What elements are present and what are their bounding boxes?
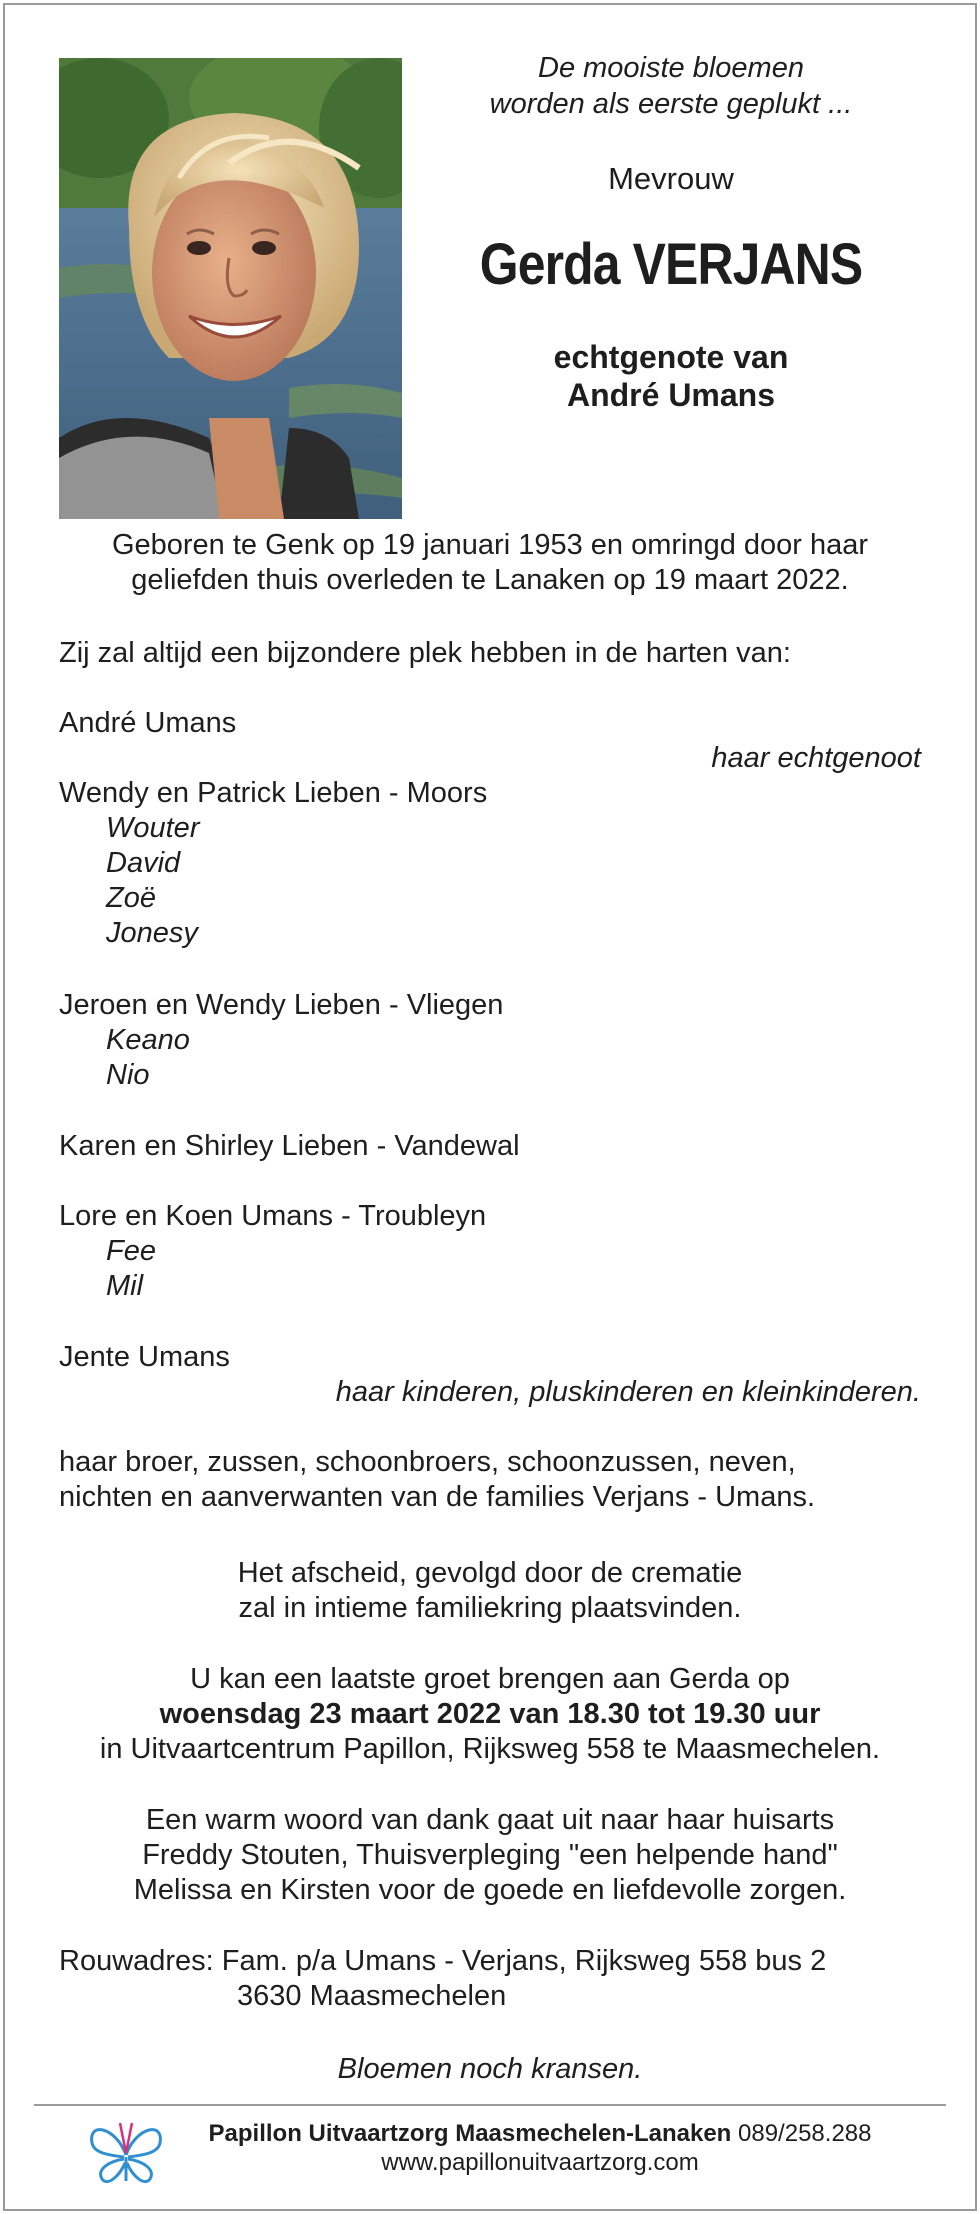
grandchild-name: Mil xyxy=(106,1270,144,1302)
spouse-line-1: echtgenote van xyxy=(553,339,789,375)
visit-location: in Uitvaartcentrum Papillon, Rijksweg 558 te Maasmechelen. xyxy=(99,1733,881,1765)
motto-line-2: worden als eerste geplukt ... xyxy=(489,88,853,120)
children-role: haar kinderen, pluskinderen en kleinkinderen. xyxy=(335,1376,921,1408)
visit-line-1: U kan een laatste groet brengen aan Gerda op xyxy=(190,1663,790,1695)
salutation: Mevrouw xyxy=(608,161,734,196)
butterfly-icon xyxy=(86,2117,166,2187)
grandchild-name: Jonesy xyxy=(106,917,198,949)
grandchild-name: Zoë xyxy=(106,882,156,914)
flowers-note: Bloemen noch kransen. xyxy=(337,2053,643,2085)
spouse-line-2: André Umans xyxy=(566,377,776,413)
birth-death-line-1: Geboren te Genk op 19 januari 1953 en omringd door haar xyxy=(111,529,869,561)
husband-role: haar echtgenoot xyxy=(711,742,921,774)
thanks-line-2: Freddy Stouten, Thuisverpleging "een helpende hand" xyxy=(142,1839,838,1871)
motto xyxy=(430,50,912,122)
motto-line-1: De mooiste bloemen xyxy=(538,52,804,84)
thanks-line-1: Een warm woord van dank gaat uit naar haar huisarts xyxy=(145,1804,835,1836)
visit-date-time: woensdag 23 maart 2022 van 18.30 tot 19.30 uur xyxy=(159,1698,821,1730)
family-group-4: Lore en Koen Umans - Troubleyn xyxy=(59,1200,487,1232)
birth-death-line-2: geliefden thuis overleden te Lanaken op 19 maart 2022. xyxy=(131,564,849,596)
portrait-photo xyxy=(59,58,402,519)
family-group-1: Wendy en Patrick Lieben - Moors xyxy=(59,777,488,809)
company-website[interactable]: www.papillonuitvaartzorg.com xyxy=(381,2149,699,2176)
grandchild-name: Nio xyxy=(106,1059,150,1091)
grandchild-name: Keano xyxy=(106,1024,190,1056)
grandchild-name: Wouter xyxy=(106,812,200,844)
family-group-2: Jeroen en Wendy Lieben - Vliegen xyxy=(59,989,504,1021)
farewell-line-2: zal in intieme familiekring plaatsvinden. xyxy=(238,1592,742,1624)
family-group-3: Karen en Shirley Lieben - Vandewal xyxy=(59,1130,520,1162)
family-group-5: Jente Umans xyxy=(59,1341,230,1373)
husband-name: André Umans xyxy=(59,707,237,739)
company-phone[interactable]: 089/258.288 xyxy=(738,2120,872,2147)
footer-company-line xyxy=(180,2119,900,2149)
grandchild-name: Fee xyxy=(106,1235,156,1267)
intro-text: Zij zal altijd een bijzondere plek hebben in de harten van: xyxy=(59,637,791,669)
deceased-name: Gerda VERJANS xyxy=(479,232,863,297)
relatives-line-1: haar broer, zussen, schoonbroers, schoonzussen, neven, xyxy=(59,1446,796,1478)
address-line-2: 3630 Maasmechelen xyxy=(237,1980,507,2012)
footer-divider xyxy=(34,2104,946,2106)
spouse-line xyxy=(430,338,912,414)
grandchild-name: David xyxy=(106,847,181,879)
relatives-line-2: nichten en aanverwanten van de families Verjans - Umans. xyxy=(59,1481,816,1513)
thanks-line-3: Melissa en Kirsten voor de goede en liefdevolle zorgen. xyxy=(133,1874,847,1906)
address-line-1: Rouwadres: Fam. p/a Umans - Verjans, Rijksweg 558 bus 2 xyxy=(59,1945,827,1977)
farewell-line-1: Het afscheid, gevolgd door de crematie xyxy=(237,1557,743,1589)
company-name: Papillon Uitvaartzorg Maasmechelen-Lanaken xyxy=(208,2120,732,2147)
